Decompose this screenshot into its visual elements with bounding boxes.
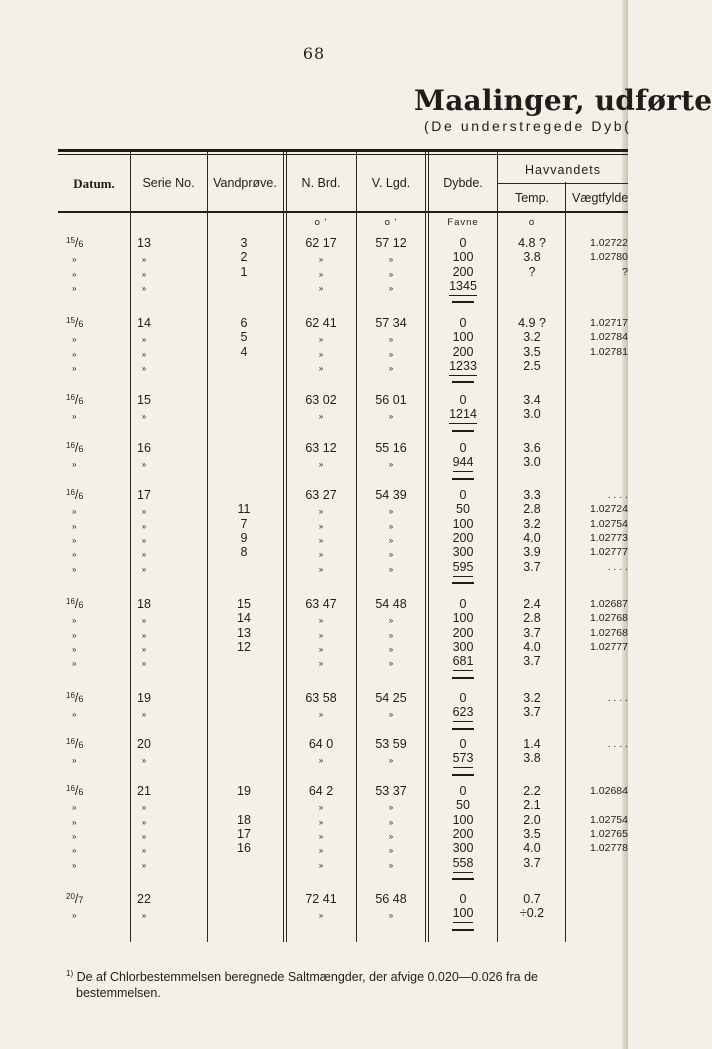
- latitude: »: [318, 507, 324, 517]
- longitude: »: [388, 911, 394, 921]
- sample-number: 8: [240, 545, 248, 560]
- depth: 300: [452, 639, 474, 654]
- latitude: »: [318, 363, 324, 373]
- temperature: 1.4: [523, 737, 541, 751]
- date-ditto-mark: »: [72, 710, 77, 720]
- longitude: 54 48: [375, 597, 407, 611]
- depth: 0: [459, 691, 467, 705]
- specific-gravity: 1.02780: [590, 251, 628, 264]
- header-vandprove: Vandprøve.: [213, 176, 277, 190]
- longitude: 56 48: [375, 892, 407, 906]
- specific-gravity: 1.02778: [590, 842, 628, 855]
- depth: 944: [428, 455, 498, 469]
- longitude: 53 59: [375, 737, 407, 751]
- latitude: »: [318, 630, 324, 640]
- serie-ditto-mark: »: [141, 756, 147, 766]
- station-serie: 22: [137, 892, 151, 906]
- latitude: 62 17: [305, 236, 337, 250]
- specific-gravity: . . . .: [607, 692, 628, 704]
- latitude: 64 2: [308, 784, 334, 798]
- header-datum: Datum.: [73, 176, 115, 191]
- header-temp: Temp.: [514, 191, 550, 205]
- sample-number: 17: [237, 826, 251, 841]
- depth: 100: [452, 516, 474, 531]
- station-date: $^{16}$/6: [66, 691, 84, 705]
- serie-ditto-mark: »: [141, 535, 147, 545]
- header-vaegtfylde: Vægtfylde: [572, 191, 629, 205]
- latitude: 63 02: [305, 393, 337, 407]
- sample-number: 16: [237, 841, 251, 856]
- temperature: 3.4: [523, 393, 541, 407]
- date-ditto-mark: »: [72, 831, 77, 841]
- temperature: 2.2: [523, 784, 541, 798]
- specific-gravity: 1.02777: [590, 640, 628, 653]
- table-top-rule: [58, 149, 628, 152]
- depth: 100: [452, 611, 474, 626]
- sample-number: 18: [237, 812, 251, 827]
- temperature: 4.0: [523, 639, 541, 654]
- latitude: 62 41: [305, 316, 337, 330]
- latitude: »: [318, 659, 324, 669]
- temperature: 2.1: [523, 798, 541, 813]
- depth: 0: [459, 488, 467, 502]
- depth: 0: [459, 393, 467, 407]
- specific-gravity: 1.02687: [590, 598, 628, 610]
- specific-gravity: 1.02781: [590, 345, 628, 358]
- temperature: 3.6: [523, 441, 541, 455]
- sample-number: 19: [237, 784, 251, 798]
- sample-number: 2: [240, 250, 248, 265]
- station-date: $^{16}$/6: [66, 393, 84, 407]
- temperature: 2.4: [523, 597, 541, 611]
- serie-ditto-mark: »: [141, 349, 147, 359]
- sample-number: 6: [240, 316, 248, 330]
- serie-ditto-mark: »: [141, 846, 147, 856]
- specific-gravity: ?: [622, 265, 628, 278]
- latitude: »: [318, 644, 324, 654]
- depth: 300: [452, 841, 474, 856]
- sample-number: 15: [237, 597, 251, 611]
- depth: 558: [428, 856, 498, 870]
- date-ditto-mark: »: [72, 255, 77, 265]
- depth: 100: [452, 812, 474, 827]
- date-ditto-mark: »: [72, 363, 77, 373]
- units-nbrd: o ': [314, 217, 328, 228]
- temperature: 4.0: [523, 530, 541, 545]
- depth: 100: [452, 250, 474, 265]
- specific-gravity: 1.02724: [590, 503, 628, 516]
- footnote-line-1: De af Chlorbestemmelsen beregnede Saltmængder, der afvige 0.020—0.026 fra de: [76, 970, 538, 984]
- specific-gravity: 1.02777: [590, 546, 628, 559]
- page-subtitle: (De understregede Dyb(: [424, 118, 632, 134]
- specific-gravity: . . . .: [607, 489, 628, 501]
- date-ditto-mark: »: [72, 269, 77, 279]
- depth: 200: [452, 625, 474, 640]
- longitude: »: [388, 630, 394, 640]
- page-title: Maalinger, udførte: [414, 84, 712, 117]
- specific-gravity: 1.02684: [590, 785, 628, 797]
- sample-number: 11: [237, 502, 251, 517]
- temperature: 4.0: [523, 841, 541, 856]
- latitude: »: [318, 412, 324, 422]
- sample-number: 7: [240, 516, 248, 531]
- header-vlgd: V. Lgd.: [371, 176, 411, 190]
- depth: 0: [459, 737, 467, 751]
- havvandets-rule: [498, 183, 628, 184]
- longitude: 54 39: [375, 488, 407, 502]
- table-header-rule: [58, 211, 628, 213]
- date-ditto-mark: »: [72, 803, 77, 813]
- station-date: $^{15}$/6: [66, 316, 84, 330]
- serie-ditto-mark: »: [141, 831, 147, 841]
- depth: 200: [452, 344, 474, 359]
- latitude: »: [318, 846, 324, 856]
- longitude: »: [388, 817, 394, 827]
- depth: 200: [452, 826, 474, 841]
- longitude: 56 01: [375, 393, 407, 407]
- longitude: »: [388, 860, 394, 870]
- temperature: ÷0.2: [519, 906, 545, 921]
- depth: 300: [452, 545, 474, 560]
- date-ditto-mark: »: [72, 460, 77, 470]
- station-end-rule: [452, 878, 474, 880]
- station-date: $^{15}$/6: [66, 236, 84, 250]
- latitude: »: [318, 283, 324, 293]
- serie-ditto-mark: »: [141, 255, 147, 265]
- specific-gravity: . . . .: [607, 560, 628, 573]
- temperature: 3.0: [523, 455, 541, 470]
- depth: 200: [452, 530, 474, 545]
- serie-ditto-mark: »: [141, 817, 147, 827]
- sample-number: 12: [237, 639, 251, 654]
- date-ditto-mark: »: [72, 550, 77, 560]
- station-date: $^{16}$/6: [66, 488, 84, 502]
- sample-number: 5: [240, 330, 248, 345]
- station-end-rule: [452, 677, 474, 679]
- longitude: »: [388, 659, 394, 669]
- station-serie: 19: [137, 691, 151, 705]
- latitude: »: [318, 550, 324, 560]
- serie-ditto-mark: »: [141, 860, 147, 870]
- station-end-rule: [452, 430, 474, 432]
- longitude: »: [388, 803, 394, 813]
- header-havvandets: Havvandets: [524, 163, 601, 177]
- table-top-rule-thin: [58, 154, 628, 155]
- station-end-rule: [452, 728, 474, 730]
- depth: 681: [428, 654, 498, 668]
- station-serie: 16: [137, 441, 151, 455]
- station-serie: 20: [137, 737, 151, 751]
- station-date: $^{16}$/6: [66, 441, 84, 455]
- station-serie: 13: [137, 236, 151, 250]
- depth: 595: [428, 560, 498, 574]
- station-serie: 14: [137, 316, 151, 330]
- temperature: 4.9 ?: [518, 316, 546, 330]
- temperature: 3.9: [523, 545, 541, 560]
- temperature: 3.5: [523, 826, 541, 841]
- specific-gravity: 1.02773: [590, 531, 628, 544]
- longitude: »: [388, 335, 394, 345]
- temperature: 2.8: [523, 502, 541, 517]
- serie-ditto-mark: »: [141, 550, 147, 560]
- depth: 573: [428, 751, 498, 765]
- units-dybde: Favne: [447, 217, 479, 228]
- footnote-line-2: bestemmelsen.: [76, 986, 161, 1000]
- temperature: 3.2: [523, 330, 541, 345]
- latitude: »: [318, 269, 324, 279]
- depth: 1233: [428, 359, 498, 373]
- specific-gravity: 1.02754: [590, 813, 628, 826]
- longitude: »: [388, 269, 394, 279]
- depth: 0: [459, 316, 467, 330]
- serie-ditto-mark: »: [141, 363, 147, 373]
- station-date: $^{16}$/6: [66, 784, 84, 798]
- station-serie: 18: [137, 597, 151, 611]
- serie-ditto-mark: »: [141, 630, 147, 640]
- date-ditto-mark: »: [72, 335, 77, 345]
- serie-ditto-mark: »: [141, 659, 147, 669]
- serie-ditto-mark: »: [141, 564, 147, 574]
- serie-ditto-mark: »: [141, 269, 147, 279]
- header-dybde: Dybde.: [443, 176, 483, 190]
- latitude: »: [318, 335, 324, 345]
- specific-gravity: 1.02784: [590, 331, 628, 344]
- latitude: »: [318, 564, 324, 574]
- depth: 100: [428, 906, 498, 920]
- longitude: »: [388, 507, 394, 517]
- longitude: »: [388, 550, 394, 560]
- temperature: 3.5: [523, 344, 541, 359]
- serie-ditto-mark: »: [141, 710, 147, 720]
- depth: 0: [459, 441, 467, 455]
- longitude: »: [388, 616, 394, 626]
- temperature: 3.7: [523, 705, 541, 720]
- depth: 623: [428, 705, 498, 719]
- station-end-rule: [452, 582, 474, 584]
- longitude: »: [388, 521, 394, 531]
- depth: 200: [452, 264, 474, 279]
- longitude: 54 25: [375, 691, 407, 705]
- temperature: 2.5: [523, 358, 541, 373]
- latitude: 63 47: [305, 597, 337, 611]
- sample-number: 13: [237, 625, 251, 640]
- specific-gravity: 1.02768: [590, 626, 628, 639]
- station-date: $^{16}$/6: [66, 597, 84, 611]
- station-serie: 17: [137, 488, 151, 502]
- footnote: [66, 969, 628, 1001]
- temperature: 3.2: [523, 691, 541, 705]
- serie-ditto-mark: »: [141, 803, 147, 813]
- sample-number: 1: [240, 264, 248, 279]
- depth: 0: [459, 597, 467, 611]
- serie-ditto-mark: »: [141, 521, 147, 531]
- date-ditto-mark: »: [72, 630, 77, 640]
- latitude: 63 58: [305, 691, 337, 705]
- longitude: »: [388, 564, 394, 574]
- latitude: »: [318, 535, 324, 545]
- serie-ditto-mark: »: [141, 412, 147, 422]
- depth: 1214: [428, 407, 498, 421]
- depth: 0: [459, 236, 467, 250]
- temperature: 3.7: [523, 559, 541, 574]
- temperature: 3.7: [523, 855, 541, 870]
- specific-gravity: 1.02768: [590, 612, 628, 625]
- latitude: »: [318, 803, 324, 813]
- latitude: »: [318, 831, 324, 841]
- footnote-marker: 1): [66, 969, 74, 978]
- temperature: 3.0: [523, 407, 541, 422]
- temperature: 3.7: [523, 625, 541, 640]
- longitude: »: [388, 831, 394, 841]
- serie-ditto-mark: »: [141, 911, 147, 921]
- date-ditto-mark: »: [72, 564, 77, 574]
- date-ditto-mark: »: [72, 535, 77, 545]
- latitude: »: [318, 817, 324, 827]
- specific-gravity: 1.02765: [590, 827, 628, 840]
- station-date: $^{16}$/6: [66, 737, 84, 751]
- sample-number: 3: [240, 236, 248, 250]
- depth: 50: [456, 798, 470, 813]
- station-end-rule: [452, 478, 474, 480]
- date-ditto-mark: »: [72, 659, 77, 669]
- longitude: »: [388, 846, 394, 856]
- station-end-rule: [452, 381, 474, 383]
- latitude: »: [318, 349, 324, 359]
- sample-number: 4: [240, 344, 248, 359]
- longitude: »: [388, 349, 394, 359]
- serie-ditto-mark: »: [141, 507, 147, 517]
- longitude: »: [388, 283, 394, 293]
- station-end-rule: [452, 929, 474, 931]
- temperature: ?: [528, 264, 536, 279]
- latitude: »: [318, 756, 324, 766]
- latitude: »: [318, 860, 324, 870]
- units-vlgd: o ': [384, 217, 398, 228]
- longitude: »: [388, 710, 394, 720]
- page-number: 68: [302, 44, 326, 63]
- specific-gravity: 1.02717: [590, 317, 628, 329]
- longitude: »: [388, 644, 394, 654]
- date-ditto-mark: »: [72, 756, 77, 766]
- temperature: 3.3: [523, 488, 541, 502]
- date-ditto-mark: »: [72, 521, 77, 531]
- station-end-rule: [452, 301, 474, 303]
- station-serie: 15: [137, 393, 151, 407]
- longitude: »: [388, 460, 394, 470]
- date-ditto-mark: »: [72, 644, 77, 654]
- latitude: 72 41: [305, 892, 337, 906]
- depth: 100: [452, 330, 474, 345]
- latitude: 63 27: [305, 488, 337, 502]
- header-nbrd: N. Brd.: [301, 176, 341, 190]
- date-ditto-mark: »: [72, 349, 77, 359]
- column-separator: [283, 152, 284, 942]
- date-ditto-mark: »: [72, 412, 77, 422]
- station-date: $^{20}$/7: [66, 892, 84, 906]
- longitude: »: [388, 412, 394, 422]
- temperature: 0.7: [523, 892, 541, 906]
- station-serie: 21: [137, 784, 151, 798]
- temperature: 3.7: [523, 654, 541, 669]
- date-ditto-mark: »: [72, 817, 77, 827]
- serie-ditto-mark: »: [141, 335, 147, 345]
- latitude: »: [318, 521, 324, 531]
- date-ditto-mark: »: [72, 283, 77, 293]
- longitude: 53 37: [375, 784, 407, 798]
- latitude: »: [318, 255, 324, 265]
- longitude: 57 12: [375, 236, 407, 250]
- latitude: 63 12: [305, 441, 337, 455]
- longitude: »: [388, 255, 394, 265]
- sample-number: 14: [237, 611, 251, 626]
- temperature: 2.8: [523, 611, 541, 626]
- serie-ditto-mark: »: [141, 644, 147, 654]
- temperature: 3.8: [523, 751, 541, 766]
- sample-number: 9: [240, 530, 248, 545]
- temperature: 4.8 ?: [518, 236, 546, 250]
- temperature: 2.0: [523, 812, 541, 827]
- depth: 0: [459, 892, 467, 906]
- units-temp: o: [528, 217, 536, 228]
- latitude: »: [318, 616, 324, 626]
- depth: 1345: [428, 279, 498, 293]
- longitude: 57 34: [375, 316, 407, 330]
- longitude: »: [388, 756, 394, 766]
- date-ditto-mark: »: [72, 616, 77, 626]
- latitude: »: [318, 460, 324, 470]
- depth: 50: [456, 502, 470, 517]
- temperature: 3.2: [523, 516, 541, 531]
- latitude: 64 0: [308, 737, 334, 751]
- date-ditto-mark: »: [72, 846, 77, 856]
- header-serie: Serie No.: [142, 176, 195, 190]
- longitude: 55 16: [375, 441, 407, 455]
- specific-gravity: 1.02754: [590, 517, 628, 530]
- latitude: »: [318, 911, 324, 921]
- specific-gravity: . . . .: [607, 738, 628, 750]
- serie-ditto-mark: »: [141, 460, 147, 470]
- serie-ditto-mark: »: [141, 283, 147, 293]
- date-ditto-mark: »: [72, 507, 77, 517]
- depth: 0: [459, 784, 467, 798]
- specific-gravity: 1.02722: [590, 237, 628, 249]
- latitude: »: [318, 710, 324, 720]
- temperature: 3.8: [523, 250, 541, 265]
- date-ditto-mark: »: [72, 860, 77, 870]
- serie-ditto-mark: »: [141, 616, 147, 626]
- longitude: »: [388, 363, 394, 373]
- longitude: »: [388, 535, 394, 545]
- station-end-rule: [452, 774, 474, 776]
- date-ditto-mark: »: [72, 911, 77, 921]
